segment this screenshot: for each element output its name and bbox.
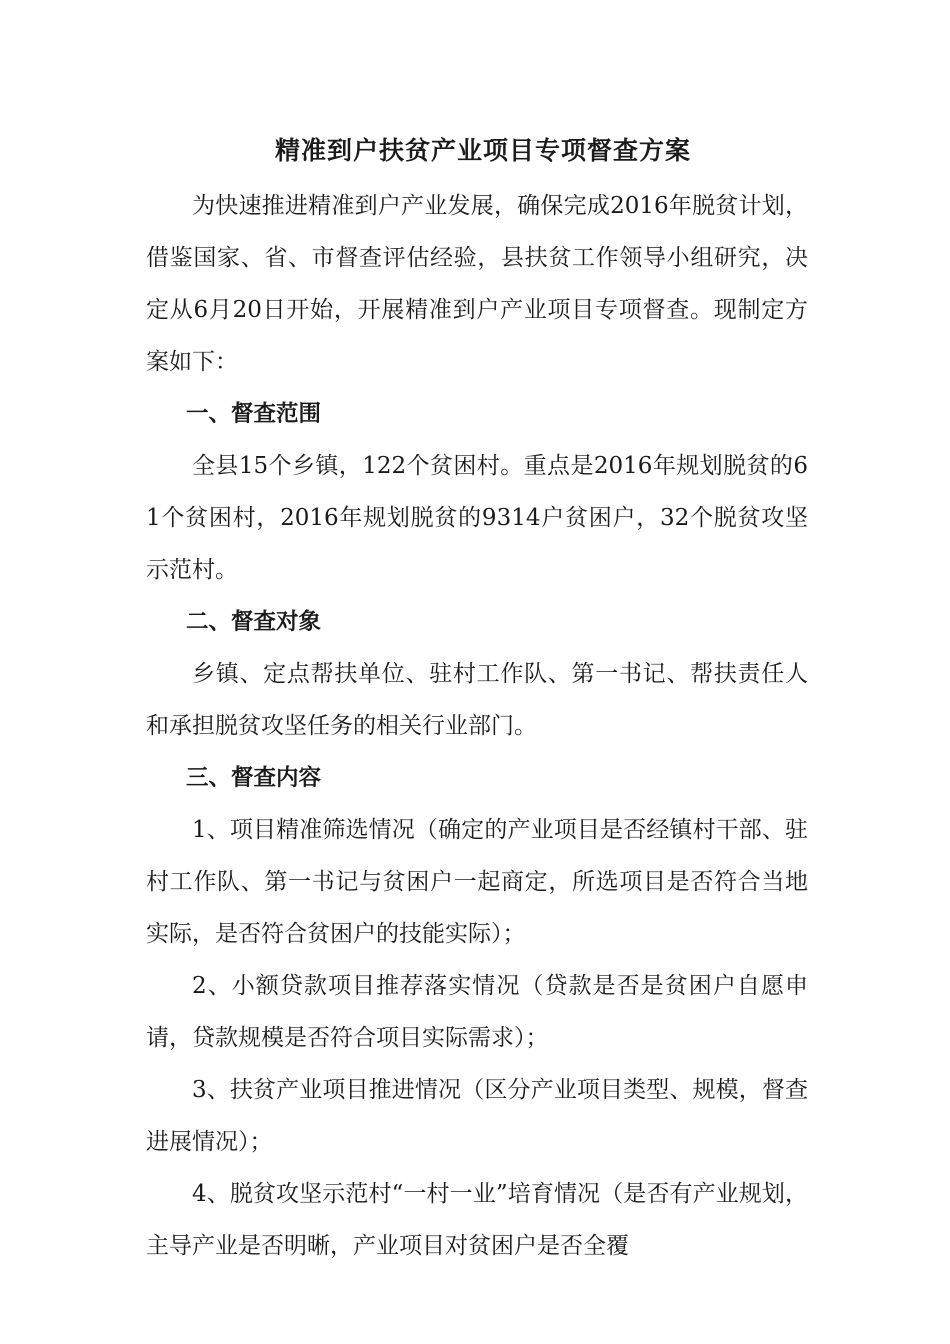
section-heading-content: 三、督查内容 xyxy=(186,765,322,791)
content-item-1: 1、项目精准筛选情况（确定的产业项目是否经镇村干部、驻村工作队、第一书记与贫困户一起商定，所选项目是否符合当地实际，是否符合贫困户的技能实际）； xyxy=(146,817,808,947)
section-heading-targets: 二、督查对象 xyxy=(186,609,322,635)
content-item-2: 2、小额贷款项目推荐落实情况（贷款是否是贫困户自愿申请，贷款规模是否符合项目实际需求）； xyxy=(146,973,808,1051)
section-heading-scope: 一、督查范围 xyxy=(186,401,322,427)
section-body-targets: 乡镇、定点帮扶单位、驻村工作队、第一书记、帮扶责任人和承担脱贫攻坚任务的相关行业部门。 xyxy=(146,661,808,739)
document-page xyxy=(146,130,808,1272)
content-item-4: 4、脱贫攻坚示范村“一村一业”培育情况（是否有产业规划，主导产业是否明晰，产业项目对贫困户是否全覆 xyxy=(146,1181,808,1259)
content-item-3: 3、扶贫产业项目推进情况（区分产业项目类型、规模，督查进展情况）； xyxy=(146,1077,808,1155)
intro-paragraph: 为快速推进精准到户产业发展，确保完成2016年脱贫计划，借鉴国家、省、市督查评估经验，县扶贫工作领导小组研究，决定从6月20日开始，开展精准到户产业项目专项督查。现制定方案如下： xyxy=(146,193,808,375)
document-title: 精准到户扶贫产业项目专项督查方案 xyxy=(274,136,691,165)
section-body-scope: 全县15个乡镇，122个贫困村。重点是2016年规划脱贫的61个贫困村，2016年规划脱贫的9314户贫困户，32个脱贫攻坚示范村。 xyxy=(146,453,808,583)
